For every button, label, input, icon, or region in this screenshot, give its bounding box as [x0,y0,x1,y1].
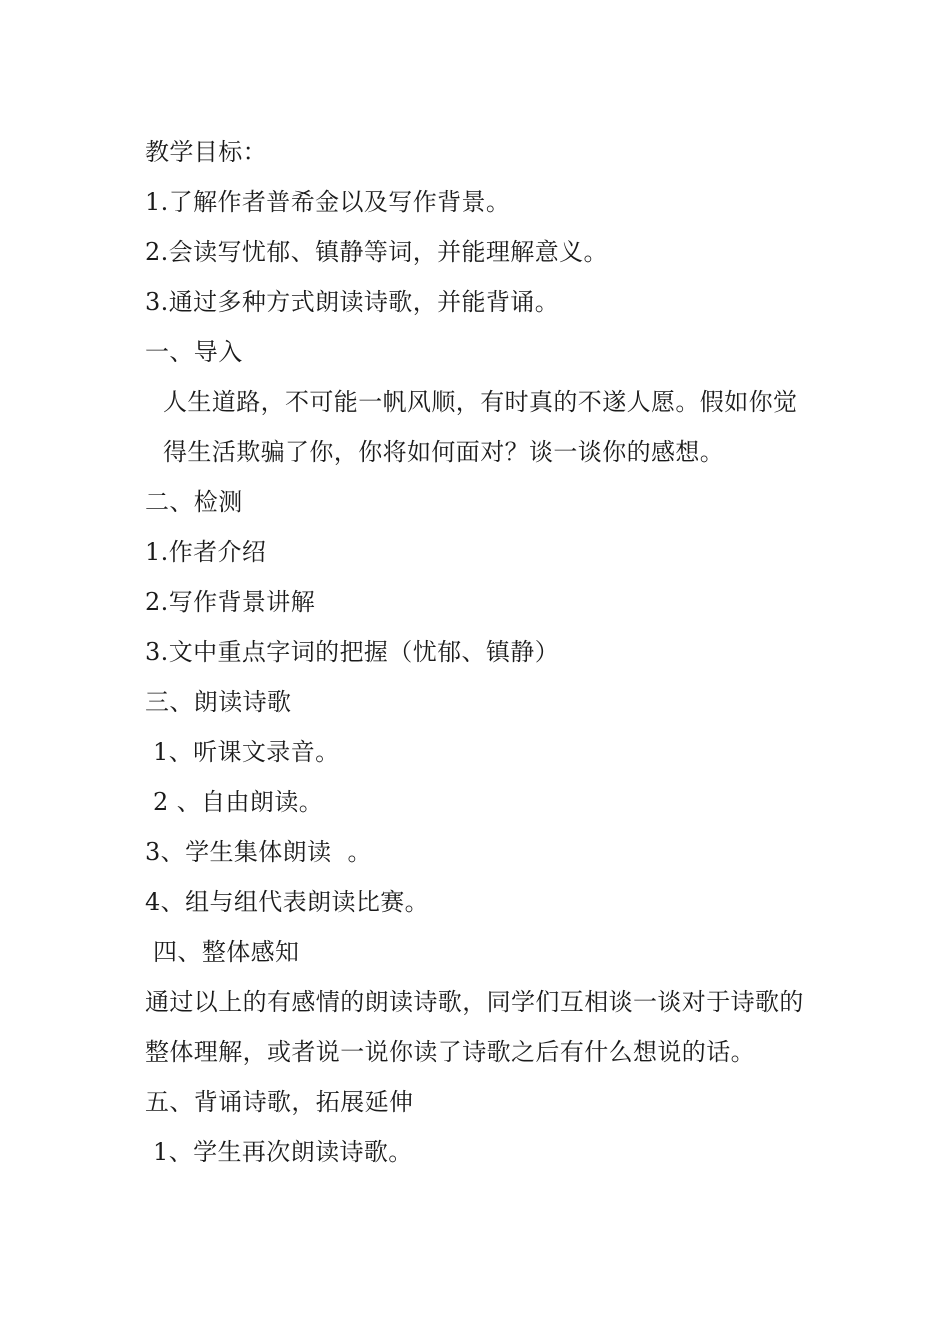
reading-item: 4、组与组代表朗读比赛。 [145,888,430,916]
perception-paragraph: 通过以上的有感情的朗读诗歌，同学们互相谈一谈对于诗歌的整体理解，或者说一说你读了诗歌之后有什么想说的话。 [145,988,804,1066]
reading-item: 1、听课文录音。 [145,738,340,766]
objective-item: 3.通过多种方式朗读诗歌，并能背诵。 [145,288,560,316]
section-heading-reading: 三、朗读诗歌 [145,688,292,716]
intro-paragraph: 人生道路，不可能一帆风顺，有时真的不遂人愿。假如你觉得生活欺骗了你，你将如何面对？谈一谈你的感想。 [163,388,798,466]
reading-item: 3、学生集体朗读 。 [145,838,372,866]
objectives-heading: 教学目标： [145,138,267,166]
check-item: 1.作者介绍 [145,538,267,566]
section-heading-perception: 四、整体感知 [145,938,300,966]
recite-item: 1、学生再次朗读诗歌。 [145,1138,413,1166]
check-item: 2.写作背景讲解 [145,588,316,616]
check-item: 3.文中重点字词的把握（忧郁、镇静） [145,638,560,666]
section-heading-recite: 五、背诵诗歌，拓展延伸 [145,1088,414,1116]
objective-item: 1.了解作者普希金以及写作背景。 [145,188,511,216]
document-page [145,127,815,1177]
section-heading-check: 二、检测 [145,488,243,516]
section-heading-intro: 一、导入 [145,338,243,366]
objective-item: 2.会读写忧郁、镇静等词，并能理解意义。 [145,238,608,266]
reading-item: 2 、自由朗读。 [145,788,324,816]
